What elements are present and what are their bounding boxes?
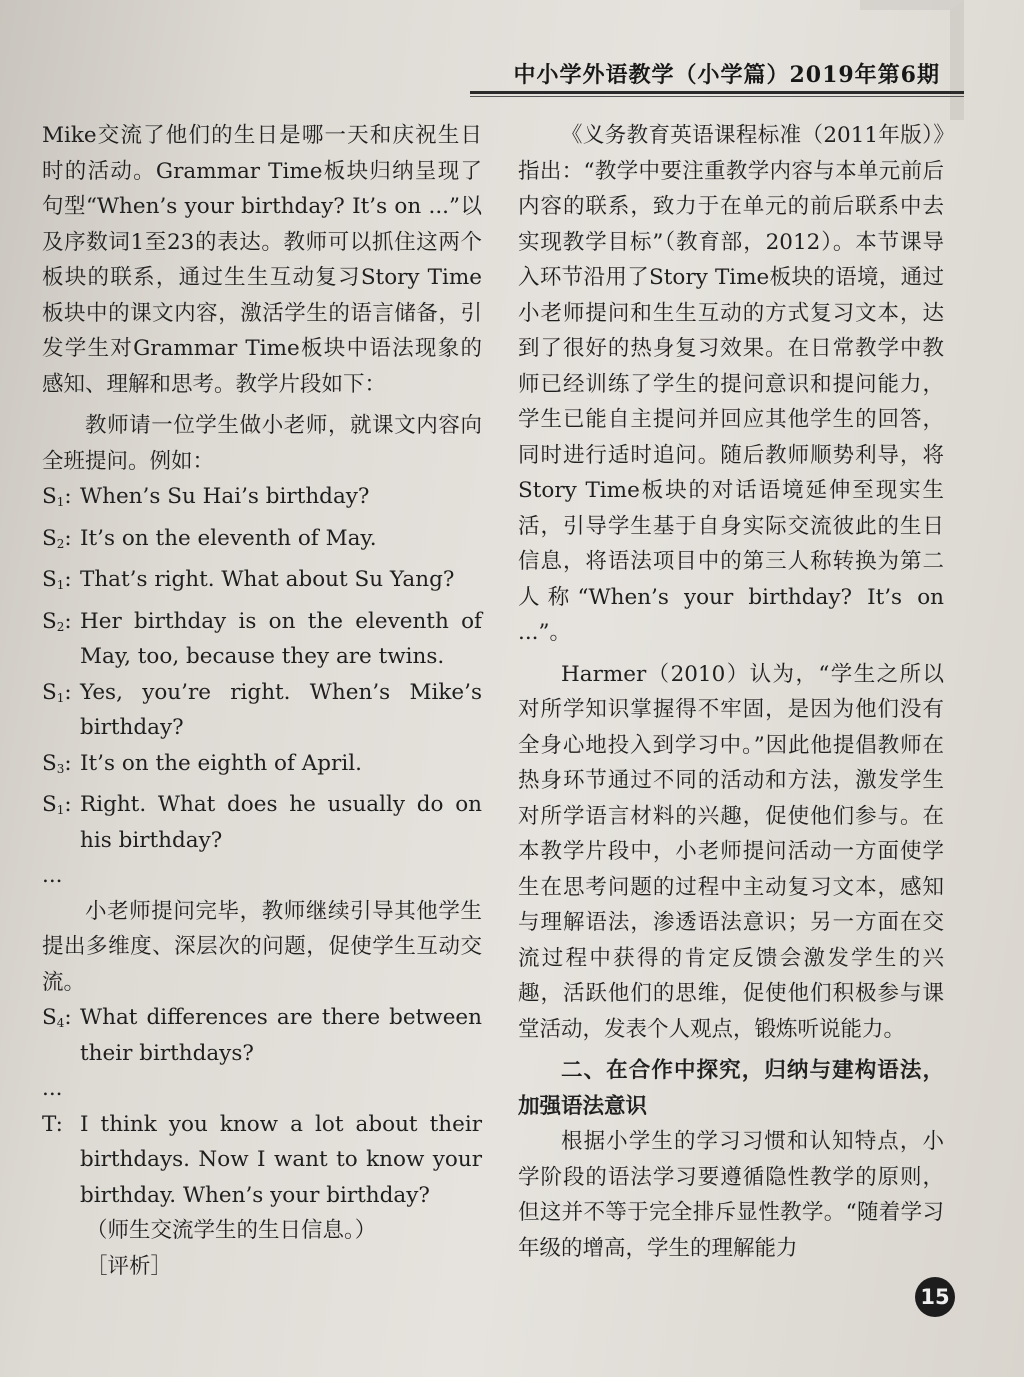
speaker: $S_1$: xyxy=(42,484,72,509)
right-paragraph-3: 根据小学生的学习习惯和认知特点，小学阶段的语法学习要遵循隐性教学的原则，但这并不等于完全排斥显性教学。“随着学习年级的增高，学生的理解能力 xyxy=(518,1129,944,1261)
dialogue-line xyxy=(42,787,482,858)
dialogue-line xyxy=(42,521,482,563)
dialogue-text: It’s on the eleventh of May. xyxy=(80,525,377,551)
dialogue-text: That’s right. What about Su Yang? xyxy=(80,567,455,592)
speaker: $S_2$: xyxy=(42,608,72,634)
speaker: $S_1$: xyxy=(42,679,72,705)
dialogue-line xyxy=(42,675,482,746)
dialogue-line xyxy=(42,479,482,521)
header-rule xyxy=(470,91,964,94)
ellipsis: ... xyxy=(42,1076,63,1101)
dialogue-text: Her birthday is on the eleventh of May, too, because they are twins. xyxy=(80,608,482,669)
speaker: $S_1$: xyxy=(42,792,72,817)
dialogue-text: It’s on the eighth of April. xyxy=(80,750,362,776)
speaker: $S_2$: xyxy=(42,525,72,551)
dialogue-text: What differences are there between their birthdays? xyxy=(80,1005,482,1066)
dialogue-line xyxy=(42,604,482,675)
section-heading: 二、在合作中探究，归纳与建构语法，加强语法意识 xyxy=(518,1058,944,1119)
stage-note: （师生交流学生的生日信息。） xyxy=(86,1218,377,1243)
right-paragraph-2: Harmer（2010）认为，“学生之所以对所学知识掌握得不牢固，是因为他们没有全身心地投入到学习中。”因此他提倡教师在热身环节通过不同的活动和方法，激发学生对所学语言材料的兴趣，促使他们参与。在本教学片段中，小老师提问活动一方面使学生在思考问题的过程中主动复习文本，感知与理解语法，渗透语法意识；另一方面在交流过程中获得的肯定反馈会激发学生的兴趣，活跃他们的思维，促使他们积极参与课堂活动，发表个人观点，锻炼听说能力。 xyxy=(518,661,944,1042)
header-rule-thin xyxy=(470,96,964,97)
left-column xyxy=(42,118,482,1284)
dialogue-line xyxy=(42,1107,482,1214)
left-paragraph-2: 教师请一位学生做小老师，就课文内容向全班提问。例如： xyxy=(42,413,482,474)
dialogue-line xyxy=(42,746,482,788)
speaker: T: xyxy=(42,1111,63,1137)
left-paragraph-3: 小老师提问完毕，教师继续引导其他学生提出多维度、深层次的问题，促使学生互动交流。 xyxy=(42,898,482,995)
dialogue-text: Right. What does he usually do on his birthday? xyxy=(80,792,482,853)
right-column xyxy=(518,118,944,1266)
right-paragraph-1: 《义务教育英语课程标准（2011年版）》指出：“教学中要注重教学内容与本单元前后内容的联系，致力于在单元的前后联系中去实现教学目标”（教育部，2012）。本节课导入环节沿用了Story Time板块的语境，通过小老师提问和生生互动的方式复习文本，达到了很好的热身复习效果。在日常教学中教师已经训练了学生的提问意识和提问能力，学生已能自主提问并回应其他学生的回答，同时进行适时追问。随后教师顺势利导，将Story Time板块的对话语境延伸至现实生活，引导学生基于自身实际交流彼此的生日信息，将语法项目中的第三人称转换为第二人称“When’s your birthday? It’s on ...”。 xyxy=(518,123,944,645)
left-paragraph-1: Mike交流了他们的生日是哪一天和庆祝生日时的活动。Grammar Time板块归纳呈现了句型“When’s your birthday? It’s on ...”以及序数词1至23的表达。教师可以抓住这两个板块的联系，通过生生互动复习Story Time板块中的课文内容，激活学生的语言储备，引发学生对Grammar Time板块中语法现象的感知、理解和思考。教学片段如下： xyxy=(42,123,482,397)
evaluation-label: ［评析］ xyxy=(86,1253,173,1279)
speaker: $S_4$: xyxy=(42,1005,72,1030)
dialogue-text: When’s Su Hai’s birthday? xyxy=(80,484,370,509)
dialogue-line xyxy=(42,1000,482,1071)
ellipsis: ... xyxy=(42,863,63,888)
page-number: 15 xyxy=(915,1277,955,1317)
speaker: $S_1$: xyxy=(42,567,72,592)
running-header: 中小学外语教学（小学篇）2019年第6期 xyxy=(513,62,940,88)
dialogue-text: I think you know a lot about their birthdays. Now I want to know your birthday. When’s your birthday? xyxy=(80,1111,482,1208)
dialogue-text: Yes, you’re right. When’s Mike’s birthday? xyxy=(80,679,482,740)
dialogue-line xyxy=(42,562,482,604)
speaker: $S_3$: xyxy=(42,750,72,776)
